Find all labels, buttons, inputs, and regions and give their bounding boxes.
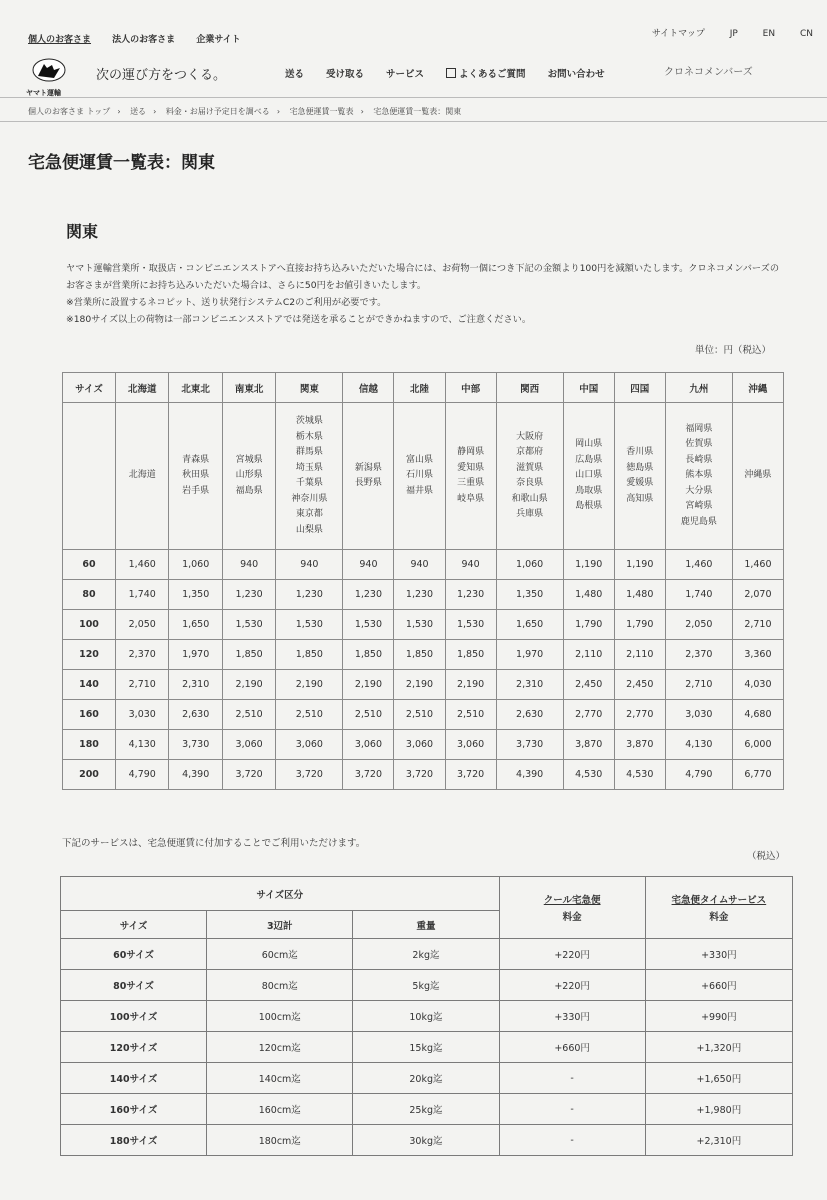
tax-label: （税込） [746,851,785,862]
black-cat-logo-icon [32,56,66,82]
rate-price: 1,460 [665,550,732,580]
prefecture-list [744,468,771,484]
rate-price: 4,680 [732,700,783,730]
svc-cool-fee: - [499,1063,645,1094]
rate-price: 2,110 [563,640,614,670]
prefecture-name: 千葉県 [295,478,323,488]
prefecture-list [406,453,433,500]
gnav-contact[interactable]: お問い合わせ [547,69,605,80]
service-row [61,1125,793,1156]
rate-price: 2,510 [445,700,496,730]
rate-price: 2,370 [665,640,732,670]
region-prefectures [276,403,343,550]
rate-price: 1,230 [276,580,343,610]
svc-cool-fee: +330円 [499,1001,645,1032]
col-size-header: サイズ [61,911,207,939]
rate-price: 3,030 [116,700,169,730]
tagline: 次の運び方をつくる。 [96,68,227,83]
svc-size: 100サイズ [61,1001,207,1032]
rate-price: 4,130 [116,730,169,760]
region-prefectures [732,403,783,550]
service-row [61,1001,793,1032]
prefecture-name: 熊本県 [685,470,713,481]
rate-price: 4,390 [496,760,563,790]
svc-cool-fee: +220円 [499,970,645,1001]
col-weight-header: 重量 [353,911,499,939]
svc-dims: 160cm迄 [207,1094,353,1125]
rate-price: 2,070 [732,580,783,610]
rate-price: 2,770 [614,700,665,730]
rate-price: 3,060 [276,730,343,760]
prefecture-name: 鳥取県 [575,485,603,496]
rate-price: 3,060 [343,730,394,760]
cool-fee-label: 料金 [562,912,582,923]
header-divider [0,97,827,98]
rate-price: 2,710 [732,610,783,640]
rate-price: 2,630 [496,700,563,730]
breadcrumb-divider [0,121,827,122]
prefecture-name: 福岡県 [685,423,713,434]
region-header: 中国 [563,373,614,403]
prefecture-list [236,453,263,500]
prefecture-name: 山梨県 [295,524,323,535]
nav-corporate[interactable]: 法人のお客さま [112,35,176,45]
rate-size: 60 [63,550,116,580]
chevron-right-icon: › [117,107,121,116]
rate-price: 3,870 [614,730,665,760]
services-note: 下記のサービスは、宅急便運賃に付加することでご利用いただけます。 [62,838,366,849]
rate-price: 2,190 [276,670,343,700]
svc-dims: 80cm迄 [207,970,353,1001]
svc-size: 120サイズ [61,1032,207,1063]
rate-row [63,610,784,640]
prefecture-name: 北海道 [128,470,156,481]
services-header-group [61,877,793,911]
rate-price: 2,450 [563,670,614,700]
svc-dims: 140cm迄 [207,1063,353,1094]
utility-nav [630,26,813,39]
rate-size: 160 [63,700,116,730]
rate-price: 3,360 [732,640,783,670]
svc-size: 160サイズ [61,1094,207,1125]
rate-size: 80 [63,580,116,610]
region-prefectures [496,403,563,550]
prefecture-name: 愛知県 [457,462,485,473]
rate-price: 3,720 [222,760,275,790]
prefecture-list [512,430,548,523]
rate-price: 2,190 [394,670,445,700]
rate-price: 1,650 [496,610,563,640]
rate-price: 4,530 [614,760,665,790]
prefecture-name: 岐阜県 [457,493,485,504]
discount-notes [66,260,786,328]
rate-price: 3,720 [394,760,445,790]
section-title: 関東 [66,222,99,241]
prefecture-name: 愛媛県 [626,478,654,488]
prefecture-list [626,445,653,507]
members-link[interactable]: クロネコメンバーズ [664,67,753,78]
rate-price: 4,130 [665,730,732,760]
rate-table-header [63,373,784,403]
rate-price: 3,060 [222,730,275,760]
rate-price: 1,460 [116,550,169,580]
prefecture-name: 鹿児島県 [680,516,717,527]
prefecture-name: 岡山県 [575,439,603,450]
prefecture-name: 島根県 [575,501,603,512]
rate-row [63,580,784,610]
breadcrumb-item[interactable]: 個人のお客さま トップ [28,107,111,116]
chevron-right-icon: › [153,107,157,116]
prefecture-name: 神奈川県 [291,493,328,504]
time-header [645,877,792,939]
prefecture-name: 福島県 [235,485,263,496]
svc-dims: 120cm迄 [207,1032,353,1063]
note-size180: ※180サイズ以上の荷物は一部コンビニエンスストアでは発送を承ることができかねますので、ご注意ください。 [66,314,532,325]
rate-price: 1,850 [343,640,394,670]
region-prefectures [563,403,614,550]
prefecture-name: 京都府 [516,447,544,457]
rate-price: 4,030 [732,670,783,700]
lang-jp[interactable]: JP [729,29,738,39]
prefecture-list [681,422,717,531]
region-prefectures [394,403,445,550]
rate-price: 1,350 [169,580,222,610]
region-header: 関東 [276,373,343,403]
svc-cool-fee: - [499,1125,645,1156]
rate-row [63,730,784,760]
svc-time-fee: +1,650円 [645,1063,792,1094]
rate-price: 1,480 [563,580,614,610]
prefecture-name: 東京都 [295,509,323,519]
svc-size: 60サイズ [61,939,207,970]
top-audience-nav [28,32,259,45]
svc-dims: 180cm迄 [207,1125,353,1156]
region-header: 北海道 [116,373,169,403]
prefecture-list [355,461,382,492]
region-header: 北陸 [394,373,445,403]
region-prefectures [445,403,496,550]
prefecture-name: 秋田県 [182,470,210,481]
rate-price: 1,790 [614,610,665,640]
rate-price: 1,230 [394,580,445,610]
time-fee-label: 料金 [709,912,729,923]
prefecture-name: 佐賀県 [685,439,713,450]
rate-row [63,700,784,730]
prefecture-name: 宮城県 [235,454,263,465]
rate-price: 2,510 [276,700,343,730]
lang-en[interactable]: EN [762,29,776,39]
rate-price: 1,530 [343,610,394,640]
service-row [61,1094,793,1125]
prefecture-name: 沖縄県 [744,470,772,481]
sitemap-link[interactable]: サイトマップ [651,29,705,39]
region-header: 中部 [445,373,496,403]
service-row [61,1032,793,1063]
prefecture-name: 広島県 [575,454,603,465]
rate-price: 4,390 [169,760,222,790]
service-row [61,970,793,1001]
rate-price: 3,030 [665,700,732,730]
time-service-name[interactable]: 宅急便タイムサービス [671,895,767,906]
cool-header [499,877,645,939]
rate-price: 1,790 [563,610,614,640]
svc-size: 180サイズ [61,1125,207,1156]
region-prefectures [222,403,275,550]
lang-cn[interactable]: CN [799,29,813,39]
region-prefectures [116,403,169,550]
svc-cool-fee: - [499,1094,645,1125]
prefecture-name: 滋賀県 [516,462,544,473]
rate-price: 2,510 [394,700,445,730]
chevron-right-icon: › [276,107,281,116]
rate-price: 940 [276,550,343,580]
prefecture-name: 栃木県 [295,431,323,442]
note-nekopit: ※営業所に設置するネコピット、送り状発行システムC2のご利用が必要です。 [66,297,387,308]
rate-price: 4,790 [665,760,732,790]
rate-price: 1,530 [222,610,275,640]
prefecture-name: 兵庫県 [516,509,544,519]
prefecture-name: 長崎県 [685,454,713,465]
region-header: 沖縄 [732,373,783,403]
rate-price: 1,230 [445,580,496,610]
prefecture-name: 群馬県 [295,447,323,457]
gnav-faq-label: よくあるご質問 [459,69,526,80]
prefecture-row [63,403,784,550]
yamato-logo[interactable] [26,56,86,96]
rate-price: 2,450 [614,670,665,700]
rate-price: 1,230 [222,580,275,610]
size-header: サイズ [63,373,116,403]
svc-size: 140サイズ [61,1063,207,1094]
global-nav [285,66,627,80]
rate-price: 2,050 [665,610,732,640]
nav-personal[interactable]: 個人のお客さま [28,35,92,45]
rate-price: 3,730 [496,730,563,760]
svc-dims: 100cm迄 [207,1001,353,1032]
rate-row [63,550,784,580]
rate-price: 3,720 [276,760,343,790]
rate-price: 1,230 [343,580,394,610]
svc-weight: 5kg迄 [353,970,499,1001]
region-prefectures [614,403,665,550]
rate-price: 940 [222,550,275,580]
service-row [61,1063,793,1094]
rate-table [62,372,784,790]
services-table [60,876,793,1156]
blank-cell [63,403,116,550]
rate-price: 940 [445,550,496,580]
rate-price: 1,530 [276,610,343,640]
gnav-service[interactable]: サービス [386,69,425,80]
svc-time-fee: +990円 [645,1001,792,1032]
prefecture-name: 青森県 [182,454,210,465]
rate-price: 1,060 [496,550,563,580]
rate-price: 2,770 [563,700,614,730]
rate-price: 1,970 [496,640,563,670]
chevron-right-icon: › [360,107,364,116]
rate-size: 120 [63,640,116,670]
prefecture-name: 新潟県 [354,462,382,473]
gnav-send[interactable]: 送る [285,69,305,80]
prefecture-name: 大阪府 [516,431,544,442]
rate-price: 3,870 [563,730,614,760]
rate-price: 940 [343,550,394,580]
rate-price: 2,710 [116,670,169,700]
prefecture-name: 宮崎県 [685,501,713,512]
prefecture-name: 山口県 [575,470,603,481]
svc-time-fee: +330円 [645,939,792,970]
size-category-header: サイズ区分 [61,877,500,911]
region-prefectures [343,403,394,550]
prefecture-name: 大分県 [685,485,713,496]
svc-time-fee: +660円 [645,970,792,1001]
breadcrumb-current: 宅急便運賃一覧表：関東 [373,107,462,116]
rate-price: 1,650 [169,610,222,640]
rate-price: 2,190 [343,670,394,700]
svc-weight: 15kg迄 [353,1032,499,1063]
rate-price: 4,530 [563,760,614,790]
svc-dims: 60cm迄 [207,939,353,970]
rate-row [63,670,784,700]
rate-price: 6,000 [732,730,783,760]
prefecture-name: 福井県 [406,485,434,496]
rate-price: 1,480 [614,580,665,610]
prefecture-name: 岩手県 [182,485,210,496]
rate-price: 1,190 [563,550,614,580]
svc-weight: 30kg迄 [353,1125,499,1156]
prefecture-list [129,468,156,484]
svc-time-fee: +2,310円 [645,1125,792,1156]
prefecture-name: 和歌山県 [511,493,548,504]
prefecture-name: 香川県 [626,447,654,457]
svc-weight: 20kg迄 [353,1063,499,1094]
rate-size: 100 [63,610,116,640]
rate-price: 1,530 [394,610,445,640]
region-header: 九州 [665,373,732,403]
svc-weight: 2kg迄 [353,939,499,970]
svc-weight: 10kg迄 [353,1001,499,1032]
breadcrumb-item[interactable]: 宅急便運賃一覧表 [289,107,354,116]
prefecture-name: 徳島県 [626,462,654,473]
rate-price: 940 [394,550,445,580]
rate-row [63,760,784,790]
region-header: 南東北 [222,373,275,403]
rate-price: 1,460 [732,550,783,580]
breadcrumb [28,106,461,117]
rate-price: 2,630 [169,700,222,730]
region-prefectures [665,403,732,550]
svc-cool-fee: +660円 [499,1032,645,1063]
svc-time-fee: +1,320円 [645,1032,792,1063]
svc-size: 80サイズ [61,970,207,1001]
prefecture-name: 三重県 [457,478,485,488]
rate-price: 2,370 [116,640,169,670]
cool-service-name[interactable]: クール宅急便 [543,895,601,906]
prefecture-name: 高知県 [626,493,654,504]
prefecture-list [457,445,484,507]
region-header: 関西 [496,373,563,403]
prefecture-name: 静岡県 [457,447,485,457]
gnav-faq[interactable] [446,66,526,80]
rate-size: 180 [63,730,116,760]
rate-price: 3,730 [169,730,222,760]
rate-price: 2,310 [169,670,222,700]
rate-price: 1,350 [496,580,563,610]
prefecture-name: 茨城県 [295,416,323,426]
rate-price: 4,790 [116,760,169,790]
prefecture-name: 山形県 [235,470,263,481]
breadcrumb-item[interactable]: 送る [130,107,147,116]
rate-price: 2,510 [222,700,275,730]
svc-weight: 25kg迄 [353,1094,499,1125]
rate-price: 1,530 [445,610,496,640]
rate-price: 1,850 [445,640,496,670]
region-header: 信越 [343,373,394,403]
rate-price: 6,770 [732,760,783,790]
region-header: 四国 [614,373,665,403]
logo-brand: ヤマト運輸 [26,89,61,97]
rate-size: 200 [63,760,116,790]
prefecture-name: 埼玉県 [295,462,323,473]
prefecture-name: 長野県 [354,478,382,488]
region-prefectures [169,403,222,550]
prefecture-name: 富山県 [406,454,434,465]
rate-price: 2,710 [665,670,732,700]
rate-price: 1,740 [116,580,169,610]
rate-price: 1,190 [614,550,665,580]
gnav-receive[interactable]: 受け取る [326,69,365,80]
prefecture-list [575,437,602,515]
nav-company-site[interactable]: 企業サイト [196,35,241,45]
rate-price: 1,850 [222,640,275,670]
rate-price: 1,740 [665,580,732,610]
rate-price: 3,720 [445,760,496,790]
region-header: 北東北 [169,373,222,403]
rate-price: 2,190 [445,670,496,700]
breadcrumb-item[interactable]: 料金・お届け予定日を調べる [165,107,270,116]
rate-price: 3,060 [394,730,445,760]
rate-price: 2,110 [614,640,665,670]
svc-time-fee: +1,980円 [645,1094,792,1125]
rate-price: 1,060 [169,550,222,580]
page-title: 宅急便運賃一覧表：関東 [28,153,215,173]
rate-size: 140 [63,670,116,700]
rate-price: 2,510 [343,700,394,730]
rate-row [63,640,784,670]
svc-cool-fee: +220円 [499,939,645,970]
service-row [61,939,793,970]
prefecture-list [182,453,209,500]
rate-price: 3,720 [343,760,394,790]
faq-icon [446,68,456,78]
rate-price: 1,850 [394,640,445,670]
rate-price: 2,050 [116,610,169,640]
rate-price: 1,970 [169,640,222,670]
prefecture-name: 奈良県 [516,478,544,488]
unit-label: 単位：円（税込） [694,345,771,356]
rate-price: 3,060 [445,730,496,760]
note-discount: ヤマト運輸営業所・取扱店・コンビニエンスストアへ直接お持ち込みいただいた場合には、お荷物一個につき下記の金額より100円を減額いたします。クロネコメンバーズのお客さまが営業所にお持ち込みいただいた場合は、さらに50円をお値引きいたします。 [66,263,780,291]
rate-price: 2,310 [496,670,563,700]
prefecture-list [291,414,327,538]
prefecture-name: 石川県 [406,470,434,481]
rate-price: 2,190 [222,670,275,700]
col-dims-header: 3辺計 [207,911,353,939]
rate-price: 1,850 [276,640,343,670]
